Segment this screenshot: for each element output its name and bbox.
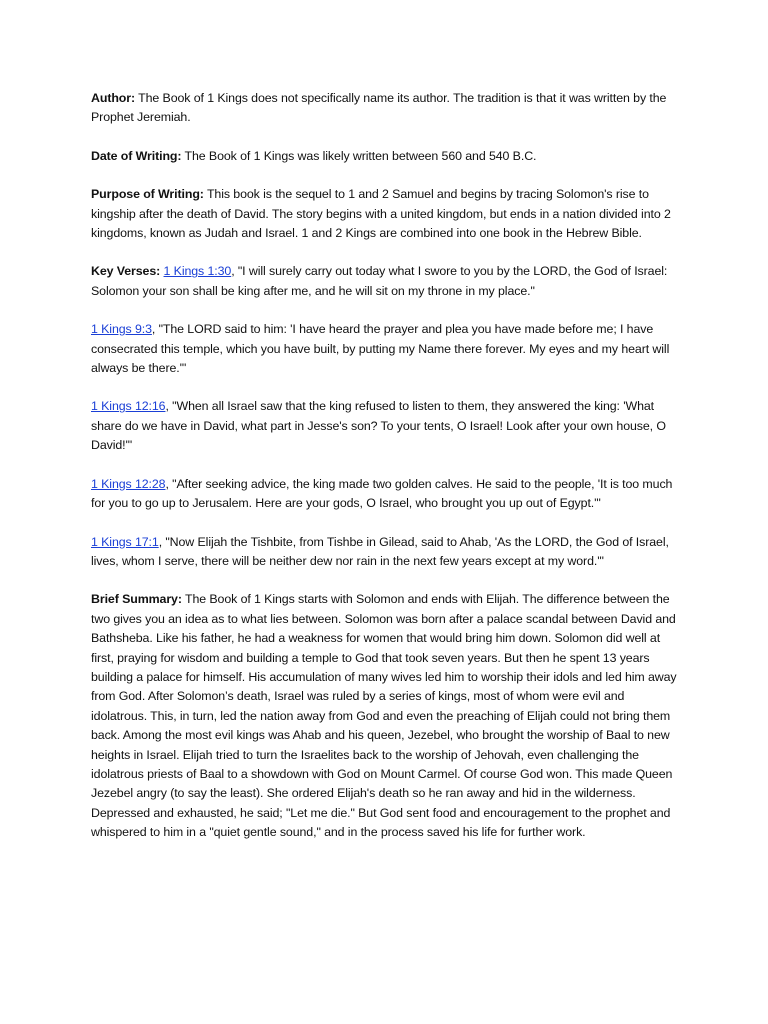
author-paragraph [91,89,678,128]
verse-text: , "The LORD said to him: 'I have heard the prayer and plea you have made before me; I have consecrated this temple, which you have built, by putting my Name there forever. My eyes and my heart will always be there.'" [91,322,670,376]
verse-link-1-kings-12-16[interactable]: 1 Kings 12:16 [91,399,166,414]
purpose-paragraph [91,185,678,243]
purpose-text: This book is the sequel to 1 and 2 Samuel and begins by tracing Solomon's rise to kingship after the death of David. The story begins with a united kingdom, but ends in a nation divided into 2 kingdoms, known as Judah and Israel. 1 and 2 Kings are combined into one book in the Hebrew Bible. [91,187,671,241]
verse-text: , "Now Elijah the Tishbite, from Tishbe in Gilead, said to Ahab, 'As the LORD, the God of Israel, lives, whom I serve, there will be neither dew nor rain in the next few years except at my word.'" [91,534,669,568]
author-text: The Book of 1 Kings does not specifically name its author. The tradition is that it was written by the Prophet Jeremiah. [91,91,667,125]
verse-link-1-kings-9-3[interactable]: 1 Kings 9:3 [91,322,152,337]
verse-link-1-kings-12-28[interactable]: 1 Kings 12:28 [91,476,166,491]
brief-summary-paragraph [91,590,678,842]
verse-text: , "I will surely carry out today what I swore to you by the LORD, the God of Israel: Solomon your son shall be king after me, and he will sit on my throne in my place." [91,264,668,298]
verse-text: , "After seeking advice, the king made two golden calves. He said to the people, 'It is too much for you to go up to Jerusalem. Here are your gods, O Israel, who brought you up out of Egypt.'" [91,476,673,511]
verse-link-1-kings-1-30[interactable]: 1 Kings 1:30 [163,264,232,279]
key-verse-2-paragraph [91,320,678,378]
brief-summary-label: Brief Summary: [91,592,182,607]
key-verses-label: Key Verses: [91,264,161,279]
author-label: Author: [91,91,136,105]
brief-summary-text: The Book of 1 Kings starts with Solomon and ends with Elijah. The difference between the two gives you an idea as to what lies between. Solomon was born after a palace scandal between David and Bathsheba. Like his father, he had a weakness for women that would bring him down. Solomon did well at first, praying for wisdom and building a temple to God that took seven years. But then he spent 13 years building a palace for himself. His accumulation of many wives led him to worship their idols and led him away from God. After Solomon’s death, Israel was ruled by a series of kings, most of whom were evil and idolatrous. This, in turn, led the nation away from God and even the preaching of Elijah could not bring them back. Among the most evil kings was Ahab and his queen, Jezebel, who brought the worship of Baal to new heights in Israel. Elijah tried to turn the Israelites back to the worship of Jehovah, even challenging the idolatrous priests of Baal to a showdown with God on Mount Carmel. Of course God won. This made Queen Jezebel angry (to say the least). She ordered Elijah's death so he ran away and hid in the wilderness. Depressed and exhausted, he said; "Let me die." But God sent food and encouragement to the prophet and whispered to him in a "quiet gentle sound," and in the process saved his life for further work. [91,592,677,840]
key-verse-5-paragraph [91,533,678,572]
verse-text: , "When all Israel saw that the king refused to listen to them, they answered the king: 'What share do we have in David, what part in Jesse's son? To your tents, O Israel! Look after your own house, O David!'" [91,399,666,453]
date-of-writing-label: Date of Writing: [91,148,182,163]
purpose-label: Purpose of Writing: [91,187,204,202]
key-verse-1-paragraph [91,262,678,301]
date-of-writing-text: The Book of 1 Kings was likely written between 560 and 540 B.C. [181,148,537,163]
verse-link-1-kings-17-1[interactable]: 1 Kings 17:1 [91,534,159,549]
key-verse-4-paragraph [91,475,678,514]
date-of-writing-paragraph [91,147,678,166]
key-verse-3-paragraph [91,397,678,455]
